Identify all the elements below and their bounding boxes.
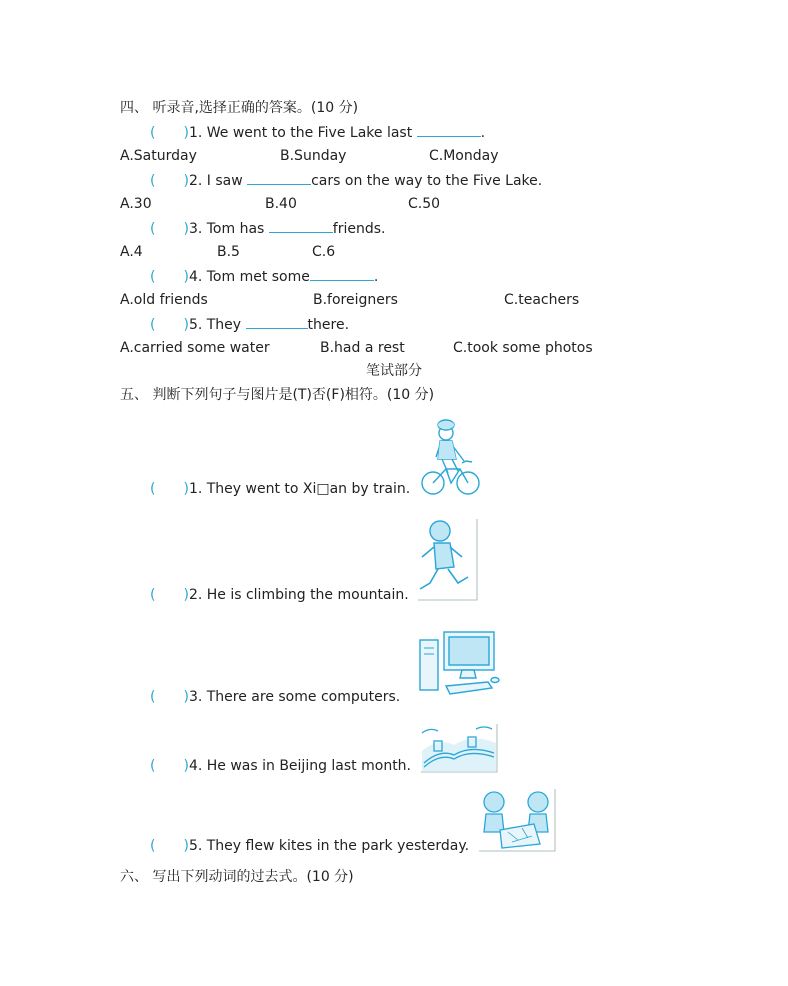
- answer-blank[interactable]: [246, 315, 308, 329]
- option-a: A.30: [120, 196, 152, 212]
- statement-text: 1. They went to Xi□an by train.: [188, 481, 411, 497]
- option-a: A.carried some water: [120, 340, 270, 356]
- question-4-2: [150, 171, 542, 190]
- answer-bracket[interactable]: ( ): [150, 269, 189, 285]
- question-text-end: there.: [307, 317, 350, 333]
- statement-text: 2. He is climbing the mountain.: [188, 587, 409, 603]
- question-5-1: [150, 480, 410, 498]
- answer-bracket[interactable]: ( ): [150, 221, 189, 237]
- question-text-end: friends.: [332, 221, 386, 237]
- written-part-heading: 笔试部分: [366, 363, 422, 379]
- option-b: B.Sunday: [280, 148, 347, 164]
- great-wall-picture: [420, 723, 498, 773]
- answer-blank[interactable]: [417, 123, 481, 137]
- section-6-title: 六、 写出下列动词的过去式。(10 分): [120, 869, 354, 885]
- children-playing-picture: [478, 788, 556, 852]
- option-b: B.foreigners: [313, 292, 398, 308]
- answer-bracket[interactable]: ( ): [150, 758, 189, 774]
- statement-text: 5. They flew kites in the park yesterday.: [188, 838, 470, 854]
- option-c: C.teachers: [504, 292, 580, 308]
- question-text: 2. I saw: [188, 173, 248, 189]
- question-5-5: [150, 837, 469, 855]
- running-boy-picture: [416, 517, 478, 601]
- answer-bracket[interactable]: ( ): [150, 125, 189, 141]
- answer-bracket[interactable]: ( ): [150, 173, 189, 189]
- question-text-end: .: [373, 269, 379, 285]
- question-5-2: [150, 586, 409, 604]
- option-c: C.took some photos: [453, 340, 593, 356]
- answer-bracket[interactable]: ( ): [150, 689, 189, 705]
- option-c: C.Monday: [429, 148, 499, 164]
- question-text-end: .: [480, 125, 486, 141]
- option-c: C.6: [312, 244, 336, 260]
- question-4-5: [150, 315, 349, 334]
- question-5-4: [150, 757, 411, 775]
- option-a: A.Saturday: [120, 148, 197, 164]
- question-text-end: cars on the way to the Five Lake.: [311, 173, 543, 189]
- option-c: C.50: [408, 196, 441, 212]
- section-4-title: 四、 听录音,选择正确的答案。(10 分): [120, 100, 359, 116]
- statement-text: 3. There are some computers.: [188, 689, 401, 705]
- answer-bracket[interactable]: ( ): [150, 838, 189, 854]
- answer-bracket[interactable]: ( ): [150, 317, 189, 333]
- answer-blank[interactable]: [310, 267, 374, 281]
- question-4-4: [150, 267, 378, 286]
- question-4-1: [150, 123, 485, 142]
- section-5-title: 五、 判断下列句子与图片是(T)否(F)相符。(10 分): [120, 387, 435, 403]
- answer-blank[interactable]: [269, 219, 333, 233]
- question-5-3: [150, 688, 400, 706]
- option-b: B.40: [265, 196, 297, 212]
- answer-bracket[interactable]: ( ): [150, 481, 189, 497]
- answer-blank[interactable]: [247, 171, 311, 185]
- option-a: A.4: [120, 244, 143, 260]
- question-text: 1. We went to the Five Lake last: [188, 125, 417, 141]
- option-a: A.old friends: [120, 292, 208, 308]
- question-4-3: [150, 219, 385, 238]
- option-b: B.had a rest: [320, 340, 405, 356]
- computer-picture: [416, 630, 500, 698]
- question-text: 3. Tom has: [188, 221, 269, 237]
- statement-text: 4. He was in Beijing last month.: [188, 758, 412, 774]
- option-b: B.5: [217, 244, 240, 260]
- answer-bracket[interactable]: ( ): [150, 587, 189, 603]
- question-text: 4. Tom met some: [188, 269, 310, 285]
- boy-riding-bicycle-picture: [418, 413, 484, 497]
- question-text: 5. They: [188, 317, 246, 333]
